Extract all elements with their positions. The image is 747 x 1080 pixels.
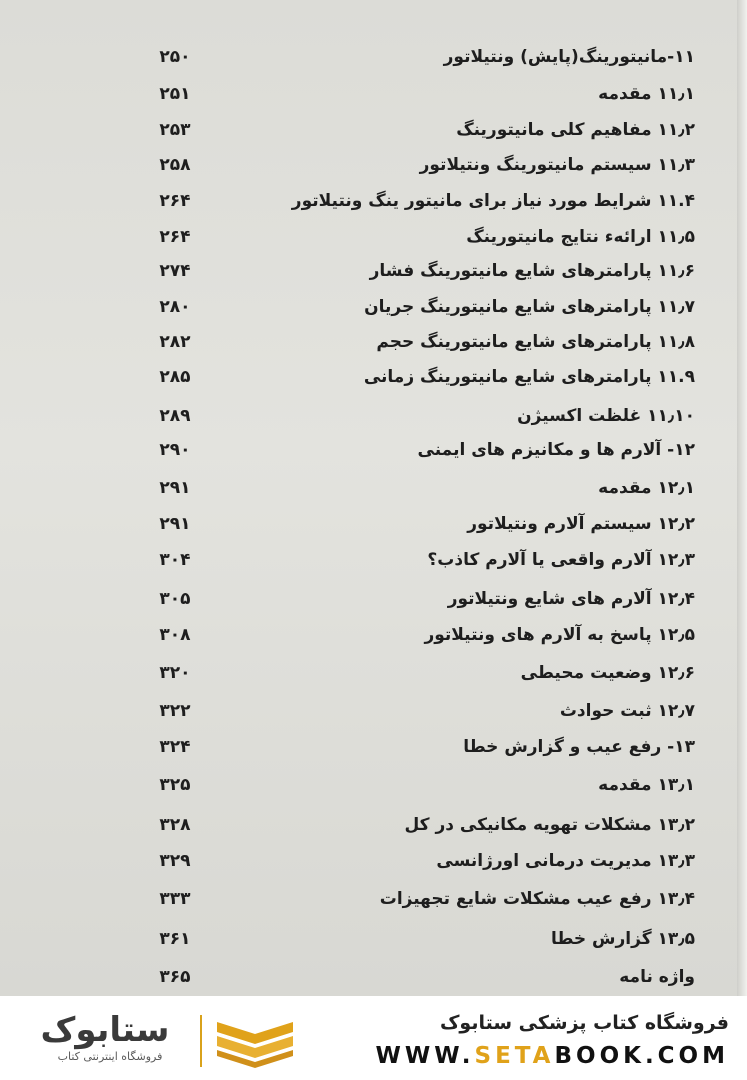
toc-page: ۳۲۹: [159, 851, 191, 871]
toc-row: [0, 327, 747, 357]
toc-title: ۱۲٫۱ مقدمه: [598, 478, 695, 498]
toc-title: ۱۱.۴ شرایط مورد نیاز برای مانیتور ینگ ونتیلاتور: [291, 191, 695, 211]
toc-title: ۱۳٫۲ مشکلات تهویه مکانیکی در کل: [404, 815, 695, 835]
toc-page: ۲۸۹: [159, 406, 191, 426]
toc-row: [0, 810, 747, 840]
toc-title: ۱۳- رفع عیب و گزارش خطا: [463, 737, 695, 757]
toc-row: [0, 401, 747, 431]
toc-title: ۱۲٫۴ آلارم های شایع ونتیلاتور: [447, 589, 695, 609]
toc-title: ۱۱٫۸ پارامترهای شایع مانیتورینگ حجم: [376, 332, 695, 352]
toc-row: [0, 846, 747, 876]
toc-row: [0, 222, 747, 252]
toc-title: ۱۱٫۱ مقدمه: [598, 84, 695, 104]
logo-divider: [200, 1015, 202, 1067]
toc-row: [0, 658, 747, 688]
toc-row: [0, 924, 747, 954]
toc-title: ۱۱-مانیتورینگ(پایش) ونتیلاتور: [443, 47, 695, 67]
toc-row: [0, 584, 747, 614]
toc-row: [0, 962, 747, 992]
toc-page: ۳۶۵: [159, 967, 191, 987]
toc-row: [0, 473, 747, 503]
logo-subtitle: فروشگاه اینترنتی کتاب: [57, 1050, 163, 1063]
store-url[interactable]: [349, 1043, 729, 1069]
toc-title: ۱۱٫۱۰ غلظت اکسیژن: [517, 406, 695, 426]
toc-page: ۲۸۵: [159, 367, 191, 387]
url-accent: SETA: [474, 1043, 555, 1069]
toc-page: ۳۲۵: [159, 775, 191, 795]
toc-title: ۱۲٫۲ سیستم آلارم ونتیلاتور: [467, 514, 695, 534]
toc-row: [0, 884, 747, 914]
toc-title: ۱۳٫۳ مدیریت درمانی اورژانسی: [436, 851, 695, 871]
toc-row: [0, 435, 747, 465]
toc-title: ۱۳٫۱ مقدمه: [598, 775, 695, 795]
toc-page: ۲۵۱: [159, 84, 191, 104]
toc-row: [0, 150, 747, 180]
toc-page: ۳۳۳: [159, 889, 191, 909]
setabook-logo[interactable]: [35, 1010, 300, 1070]
logo-wordmark: ستابوک: [40, 1010, 170, 1050]
toc-row: [0, 732, 747, 762]
toc-page: ۳۲۴: [159, 737, 191, 757]
toc-page: ۳۰۵: [159, 589, 191, 609]
toc-title: ۱۲٫۳ آلارم واقعی یا آلارم کاذب؟: [427, 550, 695, 570]
toc-row: [0, 545, 747, 575]
toc-title: ۱۱٫۷ پارامترهای شایع مانیتورینگ جریان: [364, 297, 695, 317]
toc-page: ۳۲۸: [159, 815, 191, 835]
toc-title: ۱۱٫۵ ارائه‌ء نتایج مانیتورینگ: [466, 227, 695, 247]
toc-page: ۲۵۳: [159, 120, 191, 140]
toc-page: ۲۵۸: [159, 155, 191, 175]
store-name: فروشگاه کتاب پزشکی ستابوک: [439, 1012, 729, 1034]
toc-page: ۳۲۰: [159, 663, 191, 683]
toc-row: [0, 620, 747, 650]
url-prefix: WWW.: [375, 1043, 475, 1069]
toc-row: [0, 115, 747, 145]
toc-title: ۱۲- آلارم ها و مکانیزم های ایمنی: [417, 440, 695, 460]
toc-row: [0, 696, 747, 726]
toc-row: [0, 256, 747, 286]
toc-row: [0, 79, 747, 109]
toc-page: ۲۸۰: [159, 297, 191, 317]
toc-page: ۲۵۰: [159, 47, 191, 67]
toc-page: ۳۲۲: [159, 701, 191, 721]
toc-page: ۲۶۴: [159, 191, 191, 211]
toc-page: ۲۷۴: [159, 261, 191, 281]
book-stack-icon: [211, 1012, 299, 1070]
toc-page: ۳۰۴: [159, 550, 191, 570]
toc-title: ۱۱.۹ پارامترهای شایع مانیتورینگ زمانی: [363, 367, 695, 387]
toc-row: [0, 42, 747, 72]
toc-page: ۳۶۱: [159, 929, 191, 949]
toc-page: ۲۹۱: [159, 478, 191, 498]
toc-title: ۱۳٫۴ رفع عیب مشکلات شایع تجهیزات: [379, 889, 695, 909]
toc-row: [0, 186, 747, 216]
toc-title: ۱۲٫۶ وضعیت محیطی: [520, 663, 695, 683]
toc-page: ۲۹۰: [159, 440, 191, 460]
toc-row: [0, 292, 747, 322]
toc-page: ۲۹۱: [159, 514, 191, 534]
toc-row: [0, 509, 747, 539]
toc-title: ۱۱٫۳ سیستم مانیتورینگ ونتیلاتور: [419, 155, 695, 175]
toc-title: واژه نامه: [619, 967, 695, 987]
toc-title: ۱۳٫۵ گزارش خطا: [550, 929, 695, 949]
toc-page: ۲۶۴: [159, 227, 191, 247]
toc-title: ۱۱٫۲ مفاهیم کلی مانیتورینگ: [456, 120, 695, 140]
toc-row: [0, 770, 747, 800]
url-suffix: BOOK.COM: [554, 1043, 729, 1069]
toc-page: ۲۸۲: [159, 332, 191, 352]
toc-row: [0, 362, 747, 392]
toc-page: ۳۰۸: [159, 625, 191, 645]
toc-title: ۱۲٫۵ پاسخ به آلارم های ونتیلاتور: [424, 625, 695, 645]
toc-title: ۱۱٫۶ پارامترهای شایع مانیتورینگ فشار: [369, 261, 695, 281]
toc-title: ۱۲٫۷ ثبت حوادث: [559, 701, 695, 721]
